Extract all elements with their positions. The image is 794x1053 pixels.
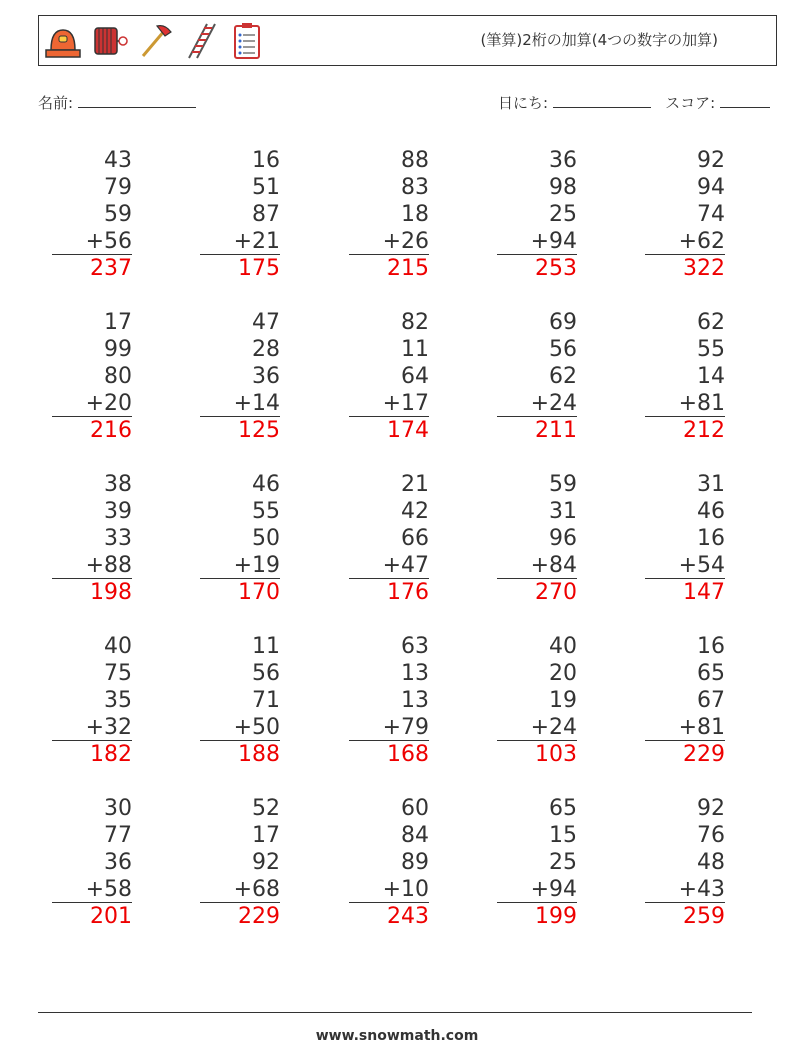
answer: 170 (238, 580, 280, 605)
addend-4: +10 (349, 876, 429, 903)
header-icons (43, 20, 267, 62)
addend-3: 14 (697, 364, 725, 389)
addend-1: 92 (697, 796, 725, 821)
addend-3: 74 (697, 202, 725, 227)
addend-1: 47 (252, 310, 280, 335)
addend-3: 87 (252, 202, 280, 227)
addend-1: 60 (401, 796, 429, 821)
addend-2: 39 (104, 499, 132, 524)
answer: 199 (535, 904, 577, 929)
addend-4: +62 (645, 228, 725, 255)
addend-4: +32 (52, 714, 132, 741)
addend-3: 89 (401, 850, 429, 875)
addend-1: 59 (549, 472, 577, 497)
answer: 175 (238, 256, 280, 281)
answer: 211 (535, 418, 577, 443)
problem-22 (200, 795, 280, 930)
problem-3 (349, 147, 429, 282)
answer: 168 (387, 742, 429, 767)
answer: 215 (387, 256, 429, 281)
score-blank (720, 95, 770, 108)
addend-2: 83 (401, 175, 429, 200)
fire-alarm-icon (43, 20, 83, 62)
addend-3: 16 (697, 526, 725, 551)
addend-1: 40 (549, 634, 577, 659)
addend-4: +50 (200, 714, 280, 741)
addend-1: 11 (252, 634, 280, 659)
addend-1: 21 (401, 472, 429, 497)
addend-1: 31 (697, 472, 725, 497)
addend-4: +20 (52, 390, 132, 417)
addend-2: 15 (549, 823, 577, 848)
problem-17 (200, 633, 280, 768)
addend-1: 46 (252, 472, 280, 497)
answer: 176 (387, 580, 429, 605)
answer: 229 (238, 904, 280, 929)
addend-3: 33 (104, 526, 132, 551)
addend-3: 18 (401, 202, 429, 227)
addend-2: 28 (252, 337, 280, 362)
addend-1: 43 (104, 148, 132, 173)
addend-2: 51 (252, 175, 280, 200)
problem-9 (497, 309, 577, 444)
problem-7 (200, 309, 280, 444)
name-label: 名前: (38, 94, 74, 112)
addend-4: +88 (52, 552, 132, 579)
addend-4: +43 (645, 876, 725, 903)
addend-4: +68 (200, 876, 280, 903)
addend-4: +24 (497, 390, 577, 417)
date-label: 日にち: (498, 94, 549, 112)
addend-2: 75 (104, 661, 132, 686)
answer: 229 (683, 742, 725, 767)
answer: 147 (683, 580, 725, 605)
problem-20 (645, 633, 725, 768)
addend-1: 92 (697, 148, 725, 173)
addend-4: +47 (349, 552, 429, 579)
addend-4: +26 (349, 228, 429, 255)
problem-18 (349, 633, 429, 768)
answer: 270 (535, 580, 577, 605)
addend-3: 36 (252, 364, 280, 389)
addend-4: +56 (52, 228, 132, 255)
problem-21 (52, 795, 132, 930)
addend-2: 79 (104, 175, 132, 200)
addend-4: +21 (200, 228, 280, 255)
addend-2: 46 (697, 499, 725, 524)
addend-3: 92 (252, 850, 280, 875)
addend-3: 71 (252, 688, 280, 713)
addend-3: 36 (104, 850, 132, 875)
problem-5 (645, 147, 725, 282)
addend-3: 96 (549, 526, 577, 551)
addend-4: +19 (200, 552, 280, 579)
addend-2: 11 (401, 337, 429, 362)
answer: 201 (90, 904, 132, 929)
answer: 125 (238, 418, 280, 443)
problem-25 (645, 795, 725, 930)
answer: 237 (90, 256, 132, 281)
addend-2: 55 (252, 499, 280, 524)
date-blank (553, 95, 651, 108)
addend-1: 30 (104, 796, 132, 821)
addend-3: 50 (252, 526, 280, 551)
addend-4: +17 (349, 390, 429, 417)
answer: 253 (535, 256, 577, 281)
answer: 103 (535, 742, 577, 767)
addend-2: 76 (697, 823, 725, 848)
problem-4 (497, 147, 577, 282)
addend-3: 13 (401, 688, 429, 713)
addend-2: 13 (401, 661, 429, 686)
addend-4: +58 (52, 876, 132, 903)
addend-1: 82 (401, 310, 429, 335)
addend-3: 66 (401, 526, 429, 551)
addend-3: 25 (549, 850, 577, 875)
worksheet-title: (筆算)2桁の加算(4つの数字の加算) (480, 31, 718, 49)
addend-4: +81 (645, 714, 725, 741)
addend-2: 56 (549, 337, 577, 362)
addend-2: 77 (104, 823, 132, 848)
addend-3: 35 (104, 688, 132, 713)
answer: 216 (90, 418, 132, 443)
addend-3: 19 (549, 688, 577, 713)
addend-2: 99 (104, 337, 132, 362)
problem-1 (52, 147, 132, 282)
answer: 259 (683, 904, 725, 929)
header-box (38, 15, 777, 66)
answer: 182 (90, 742, 132, 767)
addend-4: +94 (497, 228, 577, 255)
addend-2: 20 (549, 661, 577, 686)
problem-16 (52, 633, 132, 768)
addend-3: 62 (549, 364, 577, 389)
addend-4: +81 (645, 390, 725, 417)
problem-10 (645, 309, 725, 444)
addend-2: 94 (697, 175, 725, 200)
addend-2: 42 (401, 499, 429, 524)
addend-2: 17 (252, 823, 280, 848)
addend-1: 17 (104, 310, 132, 335)
answer: 212 (683, 418, 725, 443)
addend-2: 56 (252, 661, 280, 686)
addend-2: 98 (549, 175, 577, 200)
addend-4: +54 (645, 552, 725, 579)
addend-1: 16 (252, 148, 280, 173)
score-label: スコア: (665, 94, 716, 112)
checklist-icon (227, 20, 267, 62)
addend-1: 88 (401, 148, 429, 173)
addend-3: 59 (104, 202, 132, 227)
fire-hose-icon (89, 20, 129, 62)
addend-2: 55 (697, 337, 725, 362)
ladder-icon (181, 20, 221, 62)
addend-1: 62 (697, 310, 725, 335)
addend-3: 25 (549, 202, 577, 227)
problem-2 (200, 147, 280, 282)
addend-1: 63 (401, 634, 429, 659)
addend-2: 84 (401, 823, 429, 848)
answer: 188 (238, 742, 280, 767)
addend-3: 67 (697, 688, 725, 713)
problem-12 (200, 471, 280, 606)
footer-divider (38, 1012, 752, 1013)
problem-11 (52, 471, 132, 606)
addend-1: 38 (104, 472, 132, 497)
addend-4: +79 (349, 714, 429, 741)
addend-1: 36 (549, 148, 577, 173)
addend-3: 80 (104, 364, 132, 389)
fire-axe-icon (135, 20, 175, 62)
problem-19 (497, 633, 577, 768)
problem-8 (349, 309, 429, 444)
addend-1: 65 (549, 796, 577, 821)
addend-4: +14 (200, 390, 280, 417)
addend-1: 40 (104, 634, 132, 659)
addend-4: +84 (497, 552, 577, 579)
addend-2: 65 (697, 661, 725, 686)
addend-1: 16 (697, 634, 725, 659)
answer: 243 (387, 904, 429, 929)
addend-4: +94 (497, 876, 577, 903)
name-blank (78, 95, 196, 108)
problem-6 (52, 309, 132, 444)
addend-3: 48 (697, 850, 725, 875)
problem-24 (497, 795, 577, 930)
problem-14 (497, 471, 577, 606)
problem-15 (645, 471, 725, 606)
answer: 322 (683, 256, 725, 281)
answer: 198 (90, 580, 132, 605)
addend-2: 31 (549, 499, 577, 524)
date-score-field (498, 92, 770, 113)
addend-1: 52 (252, 796, 280, 821)
problem-13 (349, 471, 429, 606)
answer: 174 (387, 418, 429, 443)
addend-4: +24 (497, 714, 577, 741)
problem-23 (349, 795, 429, 930)
name-field (38, 92, 196, 113)
addend-3: 64 (401, 364, 429, 389)
addend-1: 69 (549, 310, 577, 335)
footer-site: www.snowmath.com (315, 1028, 479, 1044)
